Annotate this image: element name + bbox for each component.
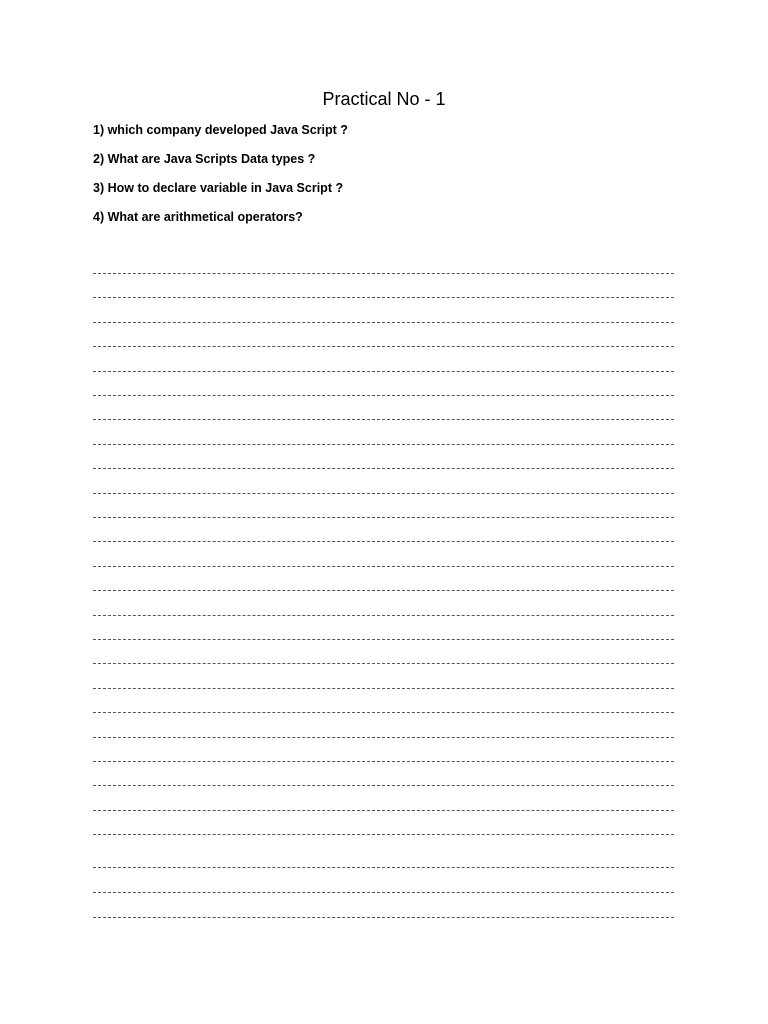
answer-line <box>93 867 674 868</box>
answer-line <box>93 346 674 347</box>
answer-line <box>93 712 674 713</box>
answer-line <box>93 590 674 591</box>
question-item: 4) What are arithmetical operators? <box>93 210 303 224</box>
answer-line <box>93 566 674 567</box>
answer-line <box>93 517 674 518</box>
answer-line <box>93 761 674 762</box>
answer-line <box>93 639 674 640</box>
answer-line <box>93 688 674 689</box>
page-title: Practical No - 1 <box>322 89 446 109</box>
answer-line <box>93 834 674 835</box>
question-list <box>93 122 348 238</box>
answer-line <box>93 663 674 664</box>
answer-line <box>93 273 674 274</box>
question-item: 2) What are Java Scripts Data types ? <box>93 152 316 166</box>
answer-line <box>93 541 674 542</box>
answer-line <box>93 785 674 786</box>
answer-line <box>93 917 674 918</box>
answer-line <box>93 737 674 738</box>
answer-line <box>93 395 674 396</box>
answer-line <box>93 615 674 616</box>
answer-line <box>93 892 674 893</box>
answer-line <box>93 444 674 445</box>
question-item: 3) How to declare variable in Java Script ? <box>93 181 344 195</box>
answer-line <box>93 468 674 469</box>
answer-line <box>93 371 674 372</box>
answer-line <box>93 810 674 811</box>
answer-line <box>93 297 674 298</box>
question-item: 1) which company developed Java Script ? <box>93 123 348 137</box>
answer-line <box>93 493 674 494</box>
answer-line <box>93 419 674 420</box>
answer-line <box>93 322 674 323</box>
